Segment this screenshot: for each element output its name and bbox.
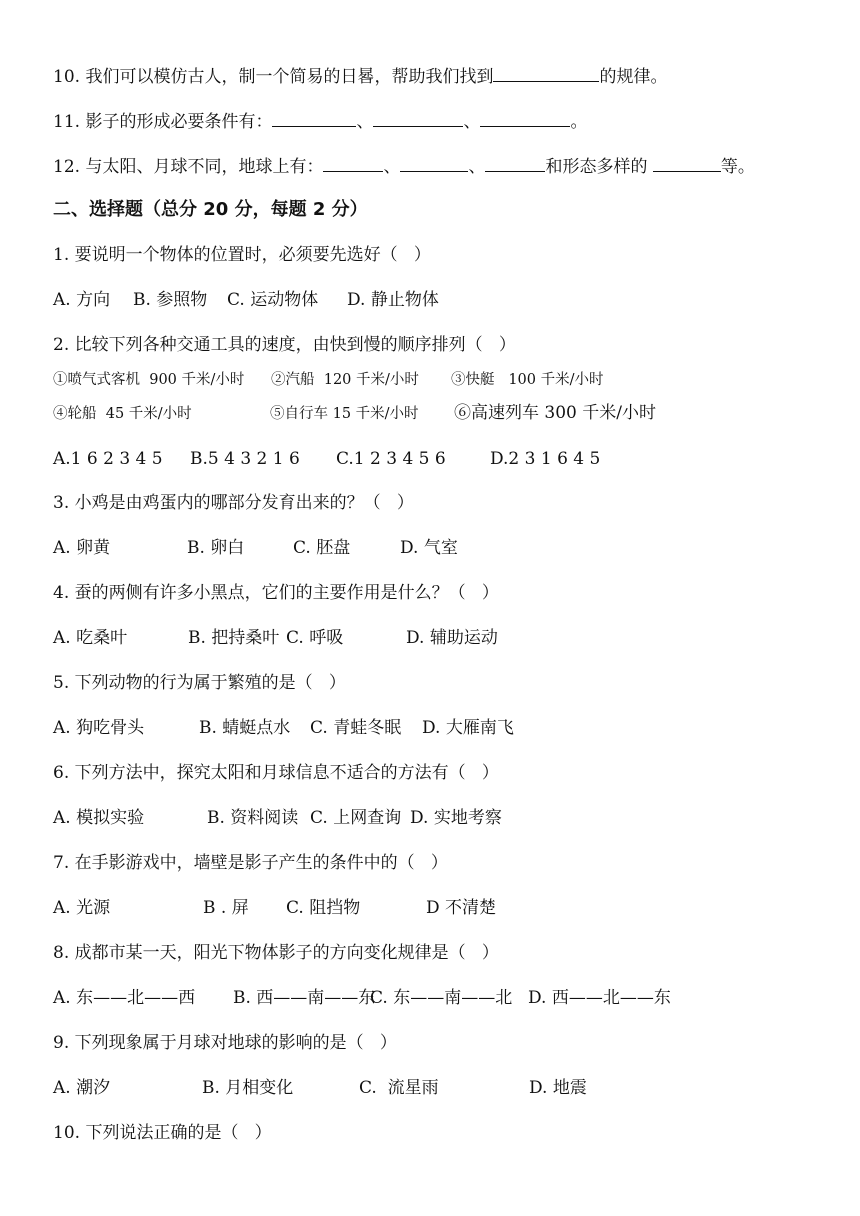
option-b: B. 资料阅读 [207,808,299,828]
option-a: A. 吃桑叶 [53,628,128,648]
fill-question-11 [53,109,587,133]
question-6-stem: 6. 下列方法中，探究太阳和月球信息不适合的方法有（ ） [53,763,499,783]
question-text: 。 [570,112,588,132]
question-1-stem: 1. 要说明一个物体的位置时，必须要先选好（ ） [53,245,431,265]
option-a: A. 模拟实验 [53,808,145,828]
question-4-stem: 4. 蚕的两侧有许多小黑点，它们的主要作用是什么？（ ） [53,583,499,603]
vehicle-speed-4: ④轮船 45 千米/小时 [53,406,192,422]
option-a: A.1 6 2 3 4 5 [53,449,163,469]
separator: 、 [468,157,486,177]
option-b: B. 卵白 [187,538,245,558]
option-b: B. 西——南——东 [233,988,376,1008]
vehicle-speed-2: ②汽船 120 千米/小时 [271,372,419,388]
option-d: D. 辅助运动 [406,628,498,648]
section-heading: 二、选择题（总分 20 分，每题 2 分） [53,199,368,220]
option-c: C. 青蛙冬眠 [310,718,402,738]
option-c: C. 胚盘 [293,538,351,558]
option-a: A. 光源 [53,898,111,918]
question-5-stem: 5. 下列动物的行为属于繁殖的是（ ） [53,673,346,693]
question-8-options [53,987,671,1009]
question-5-options [53,717,514,739]
question-2-data-row-2 [53,402,656,425]
question-9-options [53,1077,587,1099]
question-3-stem: 3. 小鸡是由鸡蛋内的哪部分发育出来的？（ ） [53,493,414,513]
fill-question-12 [53,154,755,178]
question-text: 12. 与太阳、月球不同，地球上有： [53,157,324,177]
separator: 、 [356,112,374,132]
option-c: C. 流星雨 [359,1078,439,1098]
question-8-stem: 8. 成都市某一天，阳光下物体影子的方向变化规律是（ ） [53,943,499,963]
answer-blank [373,109,463,127]
option-b: B. 把持桑叶 [188,628,280,648]
question-9-stem: 9. 下列现象属于月球对地球的影响的是（ ） [53,1033,397,1053]
vehicle-speed-5: ⑤自行车 15 千米/小时 [270,406,419,422]
question-7-options [53,897,496,919]
question-text: 11. 影子的形成必要条件有： [53,112,273,132]
option-c: C. 呼吸 [286,628,344,648]
option-a: A. 卵黄 [53,538,111,558]
question-4-options [53,627,498,649]
answer-blank [323,154,383,172]
option-b: B.5 4 3 2 1 6 [190,449,300,469]
answer-blank [400,154,468,172]
separator: 、 [383,157,401,177]
question-2-stem: 2. 比较下列各种交通工具的速度，由快到慢的顺序排列（ ） [53,335,516,355]
option-d: D. 西——北——东 [528,988,671,1008]
answer-blank [485,154,545,172]
option-a: A. 狗吃骨头 [53,718,145,738]
question-2-options [53,448,600,470]
option-c: C. 东——南——北 [370,988,513,1008]
option-d: D 不清楚 [426,898,497,918]
option-c: C. 运动物体 [227,290,319,310]
separator: 、 [463,112,481,132]
option-b: B. 蜻蜓点水 [199,718,291,738]
answer-blank [272,109,356,127]
fill-question-10 [53,64,667,88]
vehicle-speed-3: ③快艇 100 千米/小时 [451,372,604,388]
question-text: 等。 [720,157,755,177]
question-text: 的规律。 [599,67,668,87]
option-d: D. 大雁南飞 [422,718,514,738]
option-a: A. 方向 [53,290,111,310]
answer-blank [493,64,599,82]
question-2-data-row-1 [53,369,604,391]
question-1-options [53,289,439,311]
option-c: C.1 2 3 4 5 6 [336,449,446,469]
question-6-options [53,807,502,829]
option-b: B. 月相变化 [202,1078,294,1098]
option-d: D. 实地考察 [410,808,502,828]
vehicle-speed-1: ①喷气式客机 900 千米/小时 [53,372,245,388]
option-a: A. 潮汐 [53,1078,111,1098]
question-10-stem: 10. 下列说法正确的是（ ） [53,1123,272,1143]
answer-blank [480,109,570,127]
answer-blank [653,154,721,172]
question-7-stem: 7. 在手影游戏中，墙壁是影子产生的条件中的（ ） [53,853,448,873]
option-d: D. 气室 [400,538,458,558]
option-c: C. 上网查询 [310,808,402,828]
vehicle-speed-6: ⑥高速列车 300 千米/小时 [454,403,656,423]
question-text: 10. 我们可以模仿古人，制一个简易的日晷，帮助我们找到 [53,67,494,87]
option-b: B. 参照物 [133,290,208,310]
option-d: D. 地震 [529,1078,587,1098]
option-b: B . 屏 [203,898,249,918]
question-3-options [53,537,458,559]
question-text: 和形态多样的 [545,157,653,177]
option-c: C. 阻挡物 [286,898,361,918]
option-d: D.2 3 1 6 4 5 [490,449,601,469]
option-d: D. 静止物体 [347,290,439,310]
option-a: A. 东——北——西 [53,988,196,1008]
